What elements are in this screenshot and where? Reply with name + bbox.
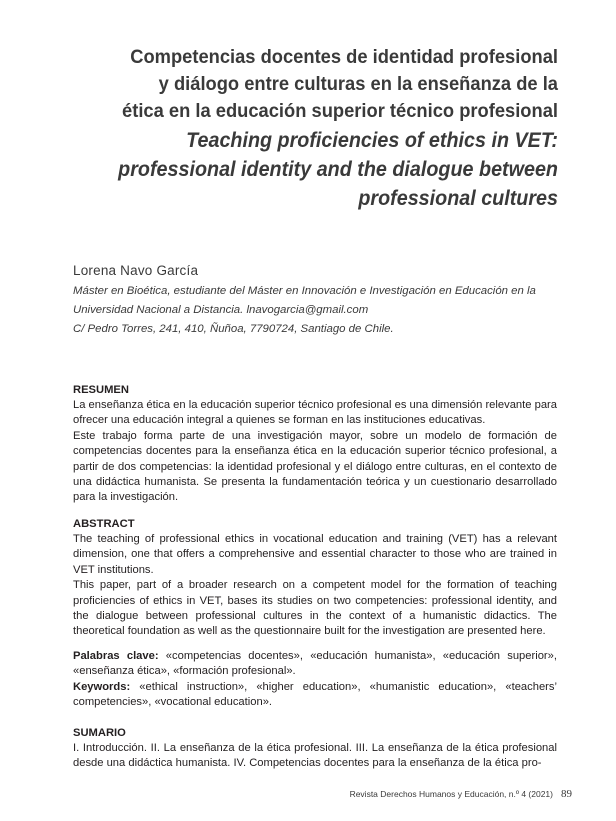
- palabras-clave-text: «competencias docentes», «educación humanista», «educación superior», «enseñanza ética», «formación profesional».: [73, 650, 557, 678]
- sumario-section: [73, 725, 557, 772]
- author-address: C/ Pedro Torres, 241, 410, Ñuñoa, 7790724, Santiago de Chile.: [73, 323, 394, 335]
- sumario-text: I. Introducción. II. La enseñanza de la ética profesional. III. La enseñanza de la ética profesional desde una didáctica humanista. IV. Competencias docentes para la enseñanza de la ética pro-: [73, 742, 557, 770]
- page-footer: [350, 788, 572, 800]
- abstract-paragraph: This paper, part of a broader research on a competent model for the formation of teaching proficiencies of ethics in VET, bases its studies on two competencies: professional identity, and the dialogue between professional cultures in the context of a humanistic didactics. The theoretical foundation as well as the questionnaire built for the investigation are presented here.: [73, 579, 557, 638]
- resumen-paragraph: Este trabajo forma parte de una investigación mayor, sobre un modelo de formación de competencias docentes para la enseñanza ética en la educación superior técnico profesional, a partir de dos competencias: la identidad profesional y el diálogo entre culturas, en el contexto de una didáctica humanista. Se presenta la fundamentación teórica y un cuestionario desarrollado para la investigación.: [73, 429, 557, 504]
- palabras-clave: [73, 649, 557, 680]
- keywords-text: «ethical instruction», «higher education», «humanistic education», «teachers’ competencies», «vocational education».: [73, 680, 557, 709]
- keywords-label: Keywords:: [73, 680, 131, 693]
- resumen-paragraph: La enseñanza ética en la educación superior técnico profesional es una dimensión relevante para ofrecer una educación integral a quienes se forman en las instituciones educativas.: [73, 399, 557, 427]
- page-number: 89: [561, 788, 572, 800]
- author-affiliation-block: [73, 282, 553, 339]
- palabras-clave-label: Palabras clave:: [73, 650, 159, 662]
- author-affiliation: Máster en Bioética, estudiante del Máster en Innovación e Investigación en Educación en la Universidad Nacional a Distancia. lnavogarcia@gmail.com: [73, 285, 536, 316]
- abstract-paragraph: The teaching of professional ethics in vocational education and training (VET) has a relevant dimension, one that offers a comprehensive and essential character to those who are trained in VET institutions.: [73, 533, 557, 576]
- title-spanish: Competencias docentes de identidad profesional y diálogo entre culturas en la enseñanza de la ética en la educación superior técnico profesional: [122, 46, 558, 122]
- title-english: Teaching proficiencies of ethics in VET: professional identity and the dialogue between professional cultures: [118, 129, 558, 210]
- resumen-section: [73, 382, 557, 506]
- abstract-heading: ABSTRACT: [73, 518, 135, 530]
- resumen-heading: RESUMEN: [73, 384, 129, 396]
- author-name: Lorena Navo García: [73, 263, 199, 278]
- keywords: [73, 680, 557, 711]
- journal-name: Revista Derechos Humanos y Educación, n.º 4 (2021): [349, 789, 553, 799]
- keywords-section: [73, 649, 557, 711]
- abstract-section: [73, 516, 557, 640]
- sumario-heading: SUMARIO: [73, 727, 126, 739]
